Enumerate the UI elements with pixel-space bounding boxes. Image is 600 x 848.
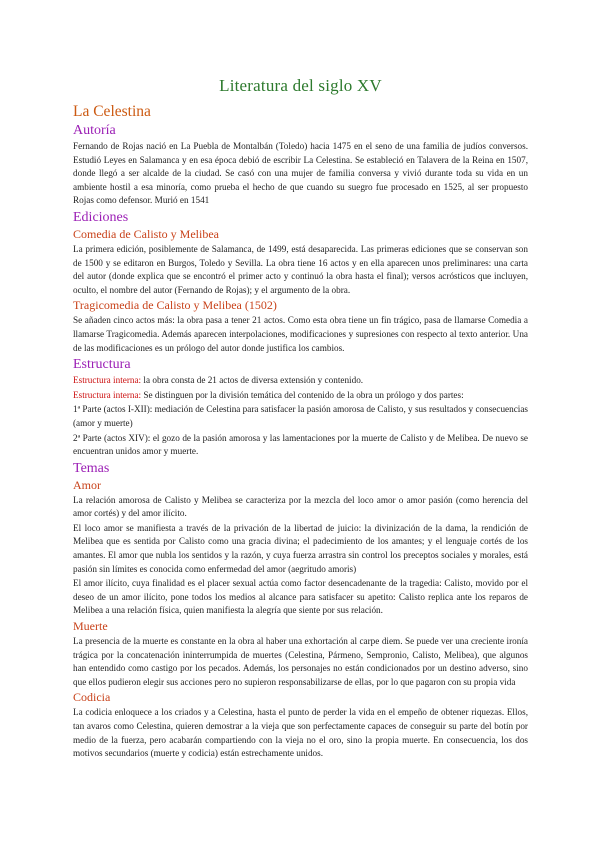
- heading-amor: Amor: [73, 477, 101, 492]
- paragraph-comedia: La primera edición, posiblemente de Salamanca, de 1499, está desaparecida. Las primeras ediciones que se conservan son de 1500 y se editaron en Burgos, Toledo y Sevilla. La obra tiene 16 actos y en ella aparecen unos preliminares: una carta del autor (donde explica que se encontró el primer acto y continuó la obra hasta el final); versos acrósticos que incluyen, oculto, el nombre del autor (Fernando de Rojas); y el argumento de la obra.: [73, 243, 528, 295]
- heading-codicia: Codicia: [73, 690, 111, 705]
- heading-muerte: Muerte: [73, 619, 108, 634]
- paragraph-amor-3: El amor ilícito, cuya finalidad es el placer sexual actúa como factor desencadenante de la tragedia: Calisto, movido por el deseo de un amor ilícito, pone todos los medios al alcance para satisfacer su apetito: Calisto replica ante los reparos de Melibea a una relación física, quien manifiesta la alegría que siente por sus relación.: [73, 578, 528, 616]
- heading-comedia: Comedia de Calisto y Melibea: [73, 226, 219, 241]
- paragraph-tragicomedia: Se añaden cinco actos más: la obra pasa a tener 21 actos. Como esta obra tiene un fin trágico, pasa de llamarse Comedia a llamarse Tragicomedia. Además aparecen interpolaciones, modificaciones y supresiones con respecto al texto anterior. Una de las modificaciones es un prólogo del autor donde justifica los cambios.: [73, 315, 528, 353]
- heading-tragicomedia: Tragicomedia de Calisto y Melibea (1502): [73, 298, 277, 313]
- paragraph-estructura-1: [73, 374, 528, 388]
- paragraph-amor-1: La relación amorosa de Calisto y Melibea se caracteriza por la mezcla del loco amor o amor pasión (como herencia del amor cortés) y del amor ilícito.: [73, 494, 528, 519]
- section-heading-la-celestina: La Celestina: [73, 103, 151, 120]
- heading-ediciones: Ediciones: [73, 209, 129, 225]
- paragraph-muerte: La presencia de la muerte es constante en la obra al haber una exhortación al carpe diem. Se puede ver una creciente ironía trágica por la concatenación ininterrumpida de muertes (Celestina, Pármeno, Sempronio, Calisto, Melibea), que algunos han entendido como castigo por los pecados. Además, los personajes no están condicionados por un destino adverso, sino que ellos pudieron elegir sus acciones pero no supieron responsabilizarse de ellas, por lo que pagaron con su propia vida: [73, 636, 528, 687]
- heading-autoria: Autoría: [73, 123, 116, 138]
- text-estructura-2: Se distinguen por la división temática del contenido de la obra un prólogo y dos partes:: [141, 389, 464, 400]
- page-title: Literatura del siglo XV: [219, 76, 382, 95]
- heading-temas: Temas: [73, 460, 110, 476]
- label-estructura-interna-2: Estructura interna:: [73, 389, 142, 400]
- paragraph-amor-2: El loco amor se manifiesta a través de la privación de la libertad de juicio: la divinización de la dama, la rendición de Melibea que es sentida por Calisto como una gracia divina; el padecimiento de los amantes; y el lenguaje cortés de los amantes. El amor que nubla los sentidos y la razón, y cuya fuerza arrastra sin control los preceptos sociales y morales, está pasión sin límites es conocida como enfermedad del amor (aegritudo amoris): [73, 522, 528, 574]
- heading-estructura: Estructura: [73, 357, 131, 373]
- text-estructura-1: la obra consta de 21 actos de diversa extensión y contenido.: [141, 375, 364, 386]
- label-estructura-interna-1: Estructura interna:: [73, 375, 142, 386]
- paragraph-codicia: La codicia enloquece a los criados y a Celestina, hasta el punto de perder la vida en el empeño de obtener riquezas. Ellos, tan avaros como Celestina, quieren demostrar a la vieja que son perfectamente capaces de conseguir su parte del botín por medio de la fuerza, pero acabarán compartiendo con la vieja no el oro, sino la propia muerte. En consecuencia, los dos motivos secundarios (muerte y codicia) están estrechamente unidos.: [73, 707, 528, 759]
- paragraph-parte-2: 2ª Parte (actos XIV): el gozo de la pasión amorosa y las lamentaciones por la muerte de Calisto y de Melibea. De nuevo se encuentran unidos amor y muerte.: [73, 432, 528, 457]
- paragraph-autoria: Fernando de Rojas nació en La Puebla de Montalbán (Toledo) hacia 1475 en el seno de una familia de judíos conversos. Estudió Leyes en Salamanca y en esa época debió de escribir La Celestina. Se estableció en Talavera de la Reina en 1507, donde llegó a ser alcalde de la ciudad. Se casó con una mujer de familia conversa y vivió durante toda su vida en un ambiente hostil a esa minoría, como prueba el hecho de que cuando su suegro fue procesado en 1525, al ser propuesto Rojas como defensor. Murió en 1541: [73, 141, 528, 206]
- paragraph-estructura-2: [73, 389, 528, 403]
- document-content: [73, 76, 528, 762]
- paragraph-parte-1: 1ª Parte (actos I-XII): mediación de Celestina para satisfacer la pasión amorosa de Calisto, y sus resultados y consecuencias (amor y muerte): [73, 404, 528, 428]
